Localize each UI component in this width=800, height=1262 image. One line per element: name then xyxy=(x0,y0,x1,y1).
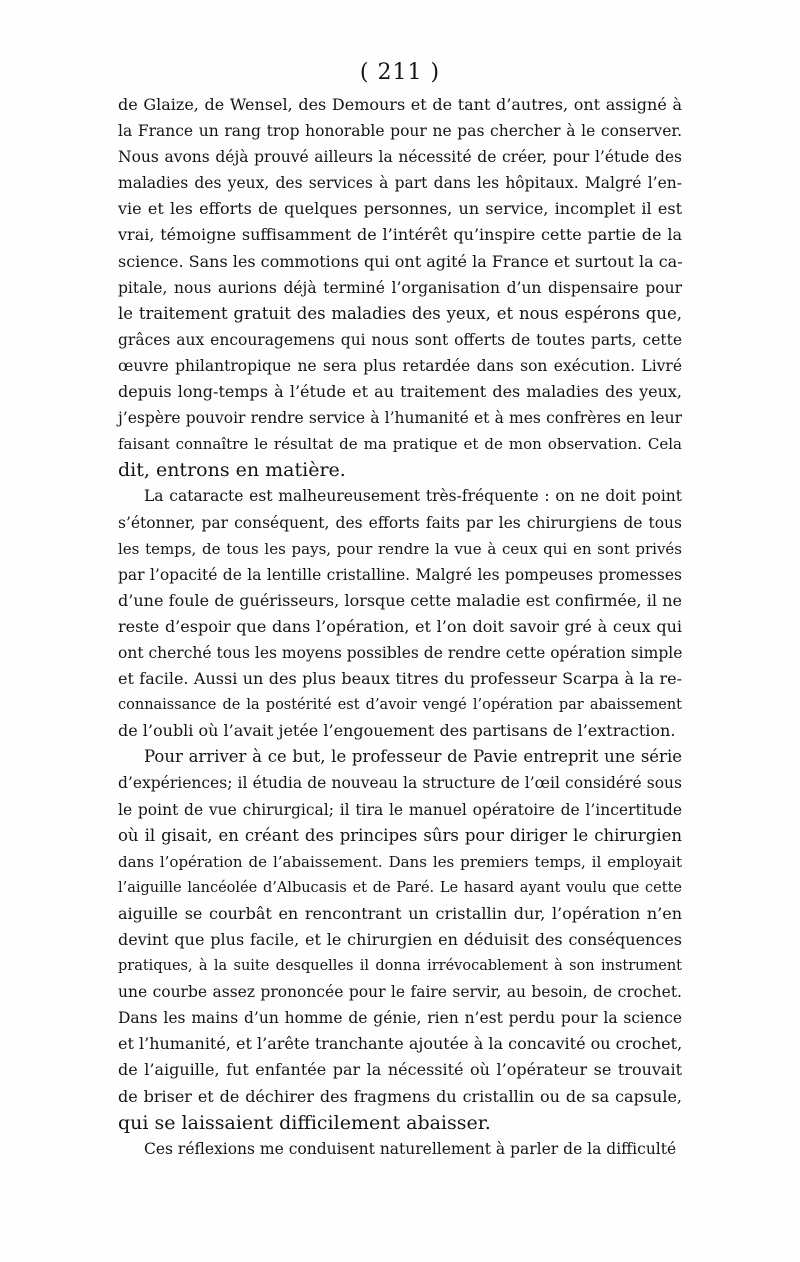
text-line: dit, entrons en matière. xyxy=(118,459,346,482)
text-line: depuis long-temps à l’étude et au traitement des maladies des yeux, xyxy=(118,382,682,402)
text-line: par l’opacité de la lentille cristalline. Malgré les pompeuses promesses xyxy=(118,565,682,584)
text-line: Ces réflexions me conduisent naturellement à parler de la difficulté xyxy=(144,1139,677,1158)
paragraph xyxy=(118,483,682,744)
text-line: connaissance de la postérité est d’avoir vengé l’opération par abaissement xyxy=(118,697,682,714)
text-line: de briser et de déchirer des fragmens du cristallin ou de sa capsule, xyxy=(118,1086,682,1106)
text-line: reste d’espoir que dans l’opération, et l’on doit savoir gré à ceux qui xyxy=(118,616,682,636)
paragraph xyxy=(118,92,682,483)
text-line: pitale, nous aurions déjà terminé l’organisation d’un dispensaire pour xyxy=(118,278,682,297)
text-line: science. Sans les commotions qui ont agité la France et surtout la ca- xyxy=(118,251,683,271)
text-line: aiguille se courbât en rencontrant un cristallin dur, l’opération n’en xyxy=(118,903,682,923)
text-line: faisant connaître le résultat de ma pratique et de mon observation. Cela xyxy=(118,435,682,454)
text-line: devint que plus facile, et le chirurgien en déduisit des conséquences xyxy=(118,930,682,949)
text-line: vie et les efforts de quelques personnes, un service, incomplet il est xyxy=(118,199,682,219)
text-line: Nous avons déjà prouvé ailleurs la nécessité de créer, pour l’étude des xyxy=(118,148,682,167)
text-line: où il gisait, en créant des principes sûrs pour diriger le chirurgien xyxy=(118,825,682,845)
text-line: la France un rang trop honorable pour ne pas chercher à le conserver. xyxy=(118,122,682,141)
text-line: l’aiguille lancéolée d’Albucasis et de Paré. Le hasard ayant voulu que cette xyxy=(118,879,682,896)
page-number: ( 211 ) xyxy=(359,60,441,85)
text-line: de l’aiguille, fut enfantée par la nécessité où l’opérateur se trouvait xyxy=(118,1060,682,1080)
text-line: Pour arriver à ce but, le professeur de Pavie entreprit une série xyxy=(144,747,682,767)
text-line: de l’oubli où l’avait jetée l’engouement des partisans de l’extraction. xyxy=(118,721,676,741)
paragraph xyxy=(118,744,682,1135)
body-text xyxy=(118,92,682,1162)
text-line: le traitement gratuit des maladies des yeux, et nous espérons que, xyxy=(118,303,682,323)
text-line: et facile. Aussi un des plus beaux titres du professeur Scarpa à la re- xyxy=(118,669,682,689)
text-line: vrai, témoigne suffisamment de l’intérêt qu’inspire cette partie de la xyxy=(118,225,682,245)
text-line: d’une foule de guérisseurs, lorsque cette maladie est confirmée, il ne xyxy=(118,590,682,610)
text-line: et l’humanité, et l’arête tranchante ajoutée à la concavité ou crochet, xyxy=(118,1034,683,1054)
text-line: de Glaize, de Wensel, des Demours et de tant d’autres, ont assigné à xyxy=(118,95,682,114)
text-line: dans l’opération de l’abaissement. Dans les premiers temps, il employait xyxy=(118,852,682,871)
text-line: Dans les mains d’un homme de génie, rien n’est perdu pour la science xyxy=(118,1009,682,1028)
text-line: ont cherché tous les moyens possibles de rendre cette opération simple xyxy=(118,643,683,662)
text-line: pratiques, à la suite desquelles il donna irrévocablement à son instrument xyxy=(118,958,682,975)
text-line: j’espère pouvoir rendre service à l’humanité et à mes confrères en leur xyxy=(118,409,682,428)
text-line: le point de vue chirurgical; il tira le manuel opératoire de l’incertitude xyxy=(118,800,682,819)
paragraph xyxy=(118,1136,682,1162)
text-line: La cataracte est malheureusement très-fréquente : on ne doit point xyxy=(144,487,682,506)
text-line: une courbe assez prononcée pour le faire servir, au besoin, de crochet. xyxy=(118,983,682,1002)
text-line: grâces aux encouragemens qui nous sont offerts de toutes parts, cette xyxy=(118,330,682,349)
text-line: d’expériences; il étudia de nouveau la structure de l’œil considéré sous xyxy=(118,774,682,793)
text-line: œuvre philantropique ne sera plus retardée dans son exécution. Livré xyxy=(118,356,682,375)
text-line: les temps, de tous les pays, pour rendre la vue à ceux qui en sont privés xyxy=(118,539,682,558)
text-line: maladies des yeux, des services à part dans les hôpitaux. Malgré l’en- xyxy=(118,174,682,193)
text-line: qui se laissaient difficilement abaisser. xyxy=(118,1111,491,1134)
text-line: s’étonner, par conséquent, des efforts faits par les chirurgiens de tous xyxy=(118,513,682,532)
